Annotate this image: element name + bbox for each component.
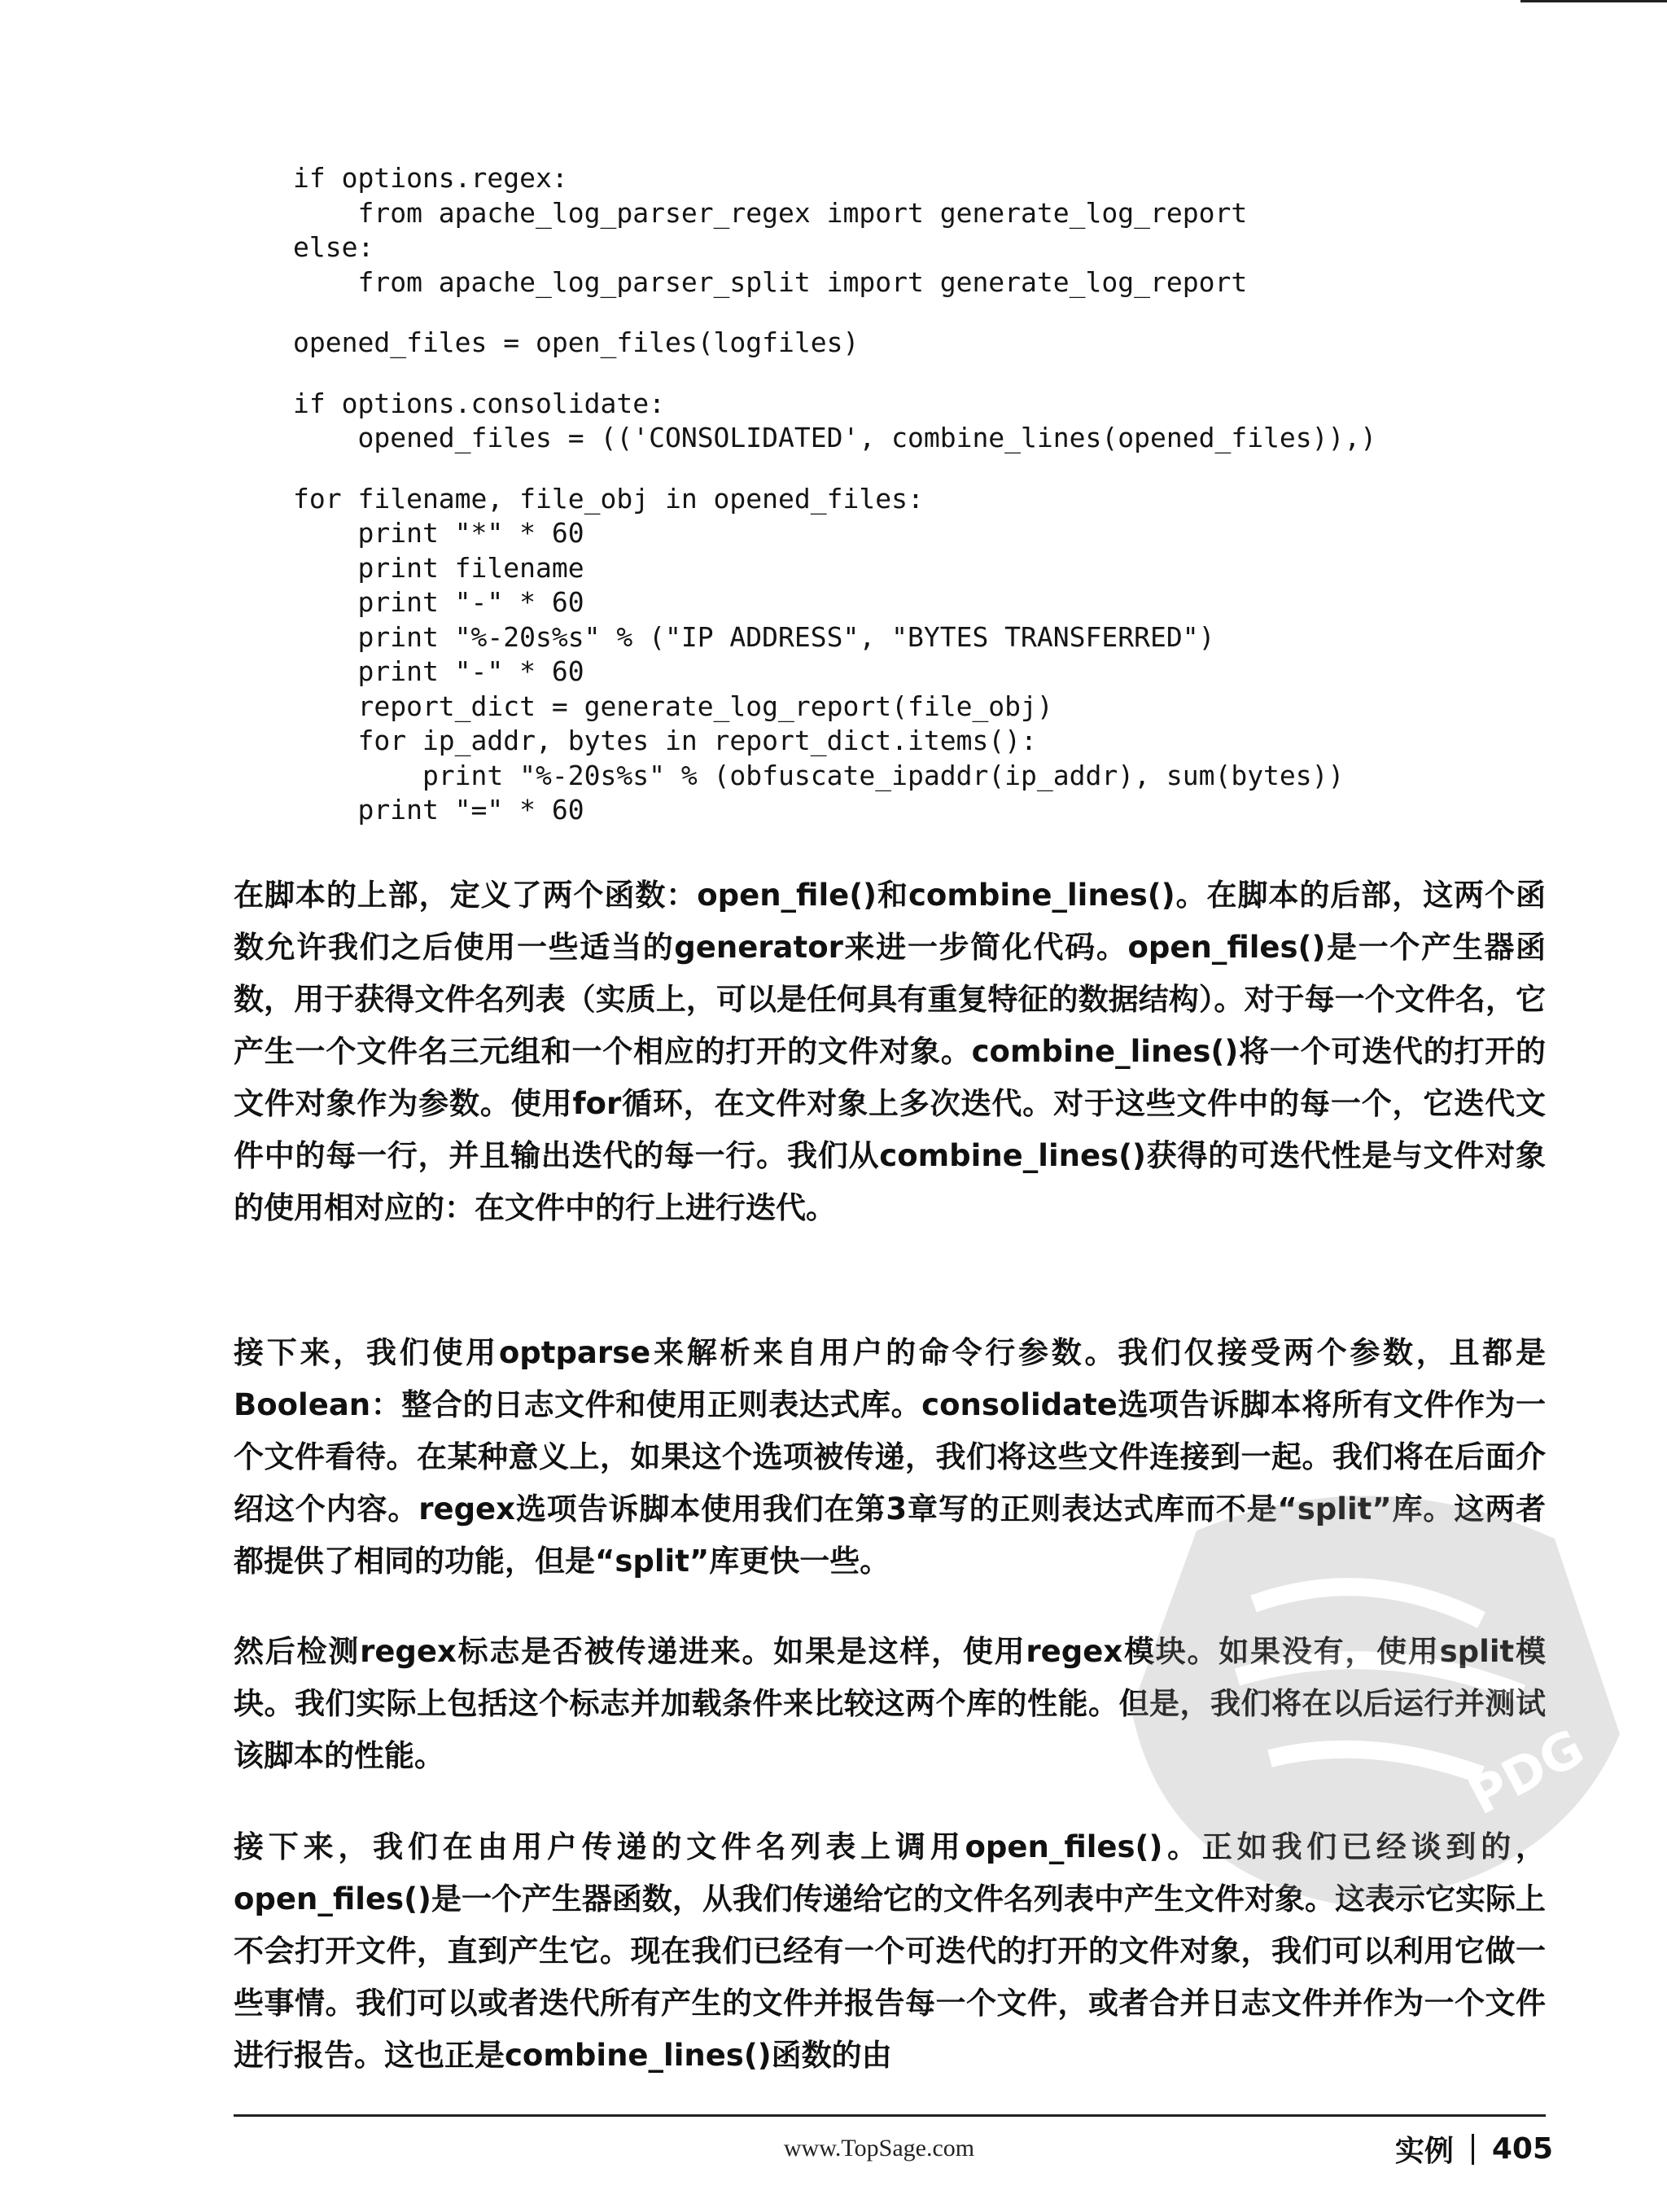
body-paragraph-3: 然后检测regex标志是否被传递进来。如果是这样，使用regex模块。如果没有，使用split模块。我们实际上包括这个标志并加载条件来比较这两个库的性能。但是，我们将在以后运行并测试该脚本的性能。 — [234, 1634, 1546, 1773]
code-line: for filename, file_obj in opened_files: — [293, 482, 924, 515]
code-line: if options.consolidate: — [293, 387, 665, 419]
code-line: report_dict = generate_log_report(file_obj) — [293, 690, 1053, 722]
code-line: print "=" * 60 — [293, 794, 584, 826]
code-line: opened_files = (('CONSOLIDATED', combine_lines(opened_files)),) — [293, 422, 1377, 453]
watermark-text: PDG — [1459, 1717, 1594, 1827]
code-line: from apache_log_parser_regex import generate_log_report — [293, 196, 1248, 229]
body-paragraph-1: 在脚本的上部，定义了两个函数：open_file()和combine_lines()。在脚本的后部，这两个函数允许我们之后使用一些适当的generator来进一步简化代码。open_files()是一个产生器函数，用于获得文件名列表（实质上，可以是任何具有重复特征的数据结构）。对于每一个文件名，它产生一个文件名三元组和一个相应的打开的文件对象。combine_lines()将一个可迭代的打开的文件对象作为参数。使用for循环，在文件对象上多次迭代。对于这些文件中的每一个，它迭代文件中的每一行，并且输出迭代的每一行。我们从combine_lines()获得的可迭代性是与文件对象的使用相对应的：在文件中的行上进行迭代。 — [234, 878, 1546, 1225]
code-line: print "*" * 60 — [293, 517, 584, 549]
code-line: from apache_log_parser_split import generate_log_report — [293, 265, 1248, 298]
code-line: for ip_addr, bytes in report_dict.items(): — [293, 725, 1037, 756]
footer-separator — [1472, 2134, 1474, 2165]
code-line: print "-" * 60 — [293, 655, 584, 687]
top-edge-rule — [1520, 0, 1667, 2]
footer-rule — [234, 2114, 1546, 2117]
code-line: else: — [293, 231, 374, 263]
footer-url: www.TopSage.com — [783, 2135, 975, 2162]
page-footer — [1395, 2128, 1553, 2170]
code-line: if options.regex: — [293, 162, 568, 194]
body-paragraph-2: 接下来，我们使用optparse来解析来自用户的命令行参数。我们仅接受两个参数，且都是Boolean：整合的日志文件和使用正则表达式库。consolidate选项告诉脚本将所有文件作为一个文件看待。在某种意义上，如果这个选项被传递，我们将这些文件连接到一起。我们将在后面介绍这个内容。regex选项告诉脚本使用我们在第3章写的正则表达式库而不是“split”库。这两者都提供了相同的功能，但是“split”库更快一些。 — [234, 1335, 1546, 1579]
code-line: print "-" * 60 — [293, 586, 584, 618]
code-gap — [293, 300, 1514, 326]
code-line: print "%-20s%s" % ("IP ADDRESS", "BYTES TRANSFERRED") — [293, 620, 1215, 653]
body-paragraph-4: 接下来，我们在由用户传递的文件名列表上调用open_files()。正如我们已经谈到的，open_files()是一个产生器函数，从我们传递给它的文件名列表中产生文件对象。这表示它实际上不会打开文件，直到产生它。现在我们已经有一个可迭代的打开的文件对象，我们可以利用它做一些事情。我们可以或者迭代所有产生的文件并报告每一个文件，或者合并日志文件并作为一个文件进行报告。这也正是combine_lines()函数的由 — [234, 1829, 1546, 2073]
code-line: print "%-20s%s" % (obfuscate_ipaddr(ip_addr), sum(bytes)) — [293, 759, 1345, 791]
code-line: opened_files = open_files(logfiles) — [293, 326, 860, 358]
code-gap — [293, 361, 1514, 387]
code-gap — [293, 456, 1514, 482]
seal-watermark-icon — [1099, 1465, 1652, 1921]
section-title: 实例 — [1394, 2135, 1454, 2168]
page-number: 405 — [1491, 2132, 1553, 2166]
code-line: print filename — [293, 551, 584, 584]
code-block — [293, 161, 1514, 828]
